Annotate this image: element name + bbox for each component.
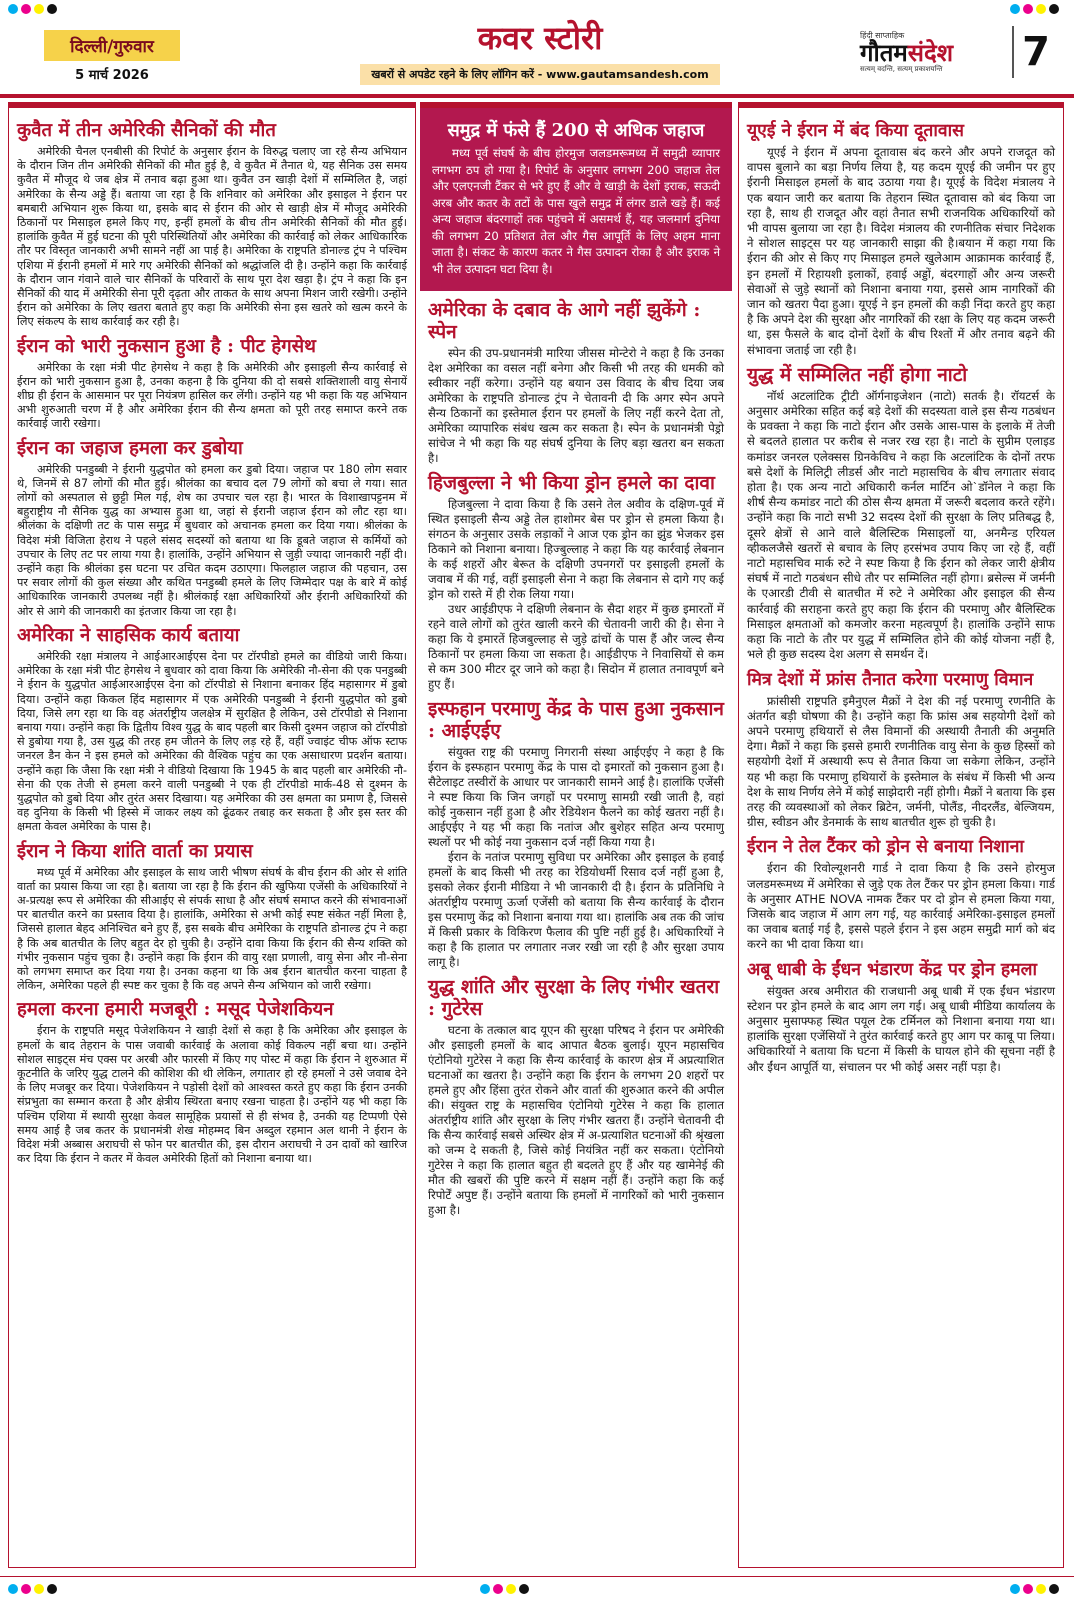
article-france-nuclear: फ्रांसीसी राष्ट्रपति इमैनुएल मैक्रों ने देश की नई परमाणु रणनीति के अंतर्गत बड़ी घोषणा की है। उन्होंने कहा कि फ्रांस अब सहयोगी देशों को अपने परमाणु हथियारों से लैस विमानों की अस्थायी तैनाती की अनुमति देगा। मैक्रों ने कहा कि इससे हमारी रणनीतिक वायु सेना के कुछ हिस्सों को सहयोगी देशों में अस्थायी रूप से तैनात किया जा सकेगा लेकिन, उन्होंने यह भी कहा कि परमाणु हथियारों के इस्तेमाल के संबंध में किसी भी अन्य देश के साथ निर्णय लेने में कोई साझेदारी नहीं होगी। मैक्रों ने बताया कि इस तरह की व्यवस्थाओं को लेकर ब्रिटेन, जर्मनी, पोलैंड, नीदरलैंड, बेल्जियम, ग्रीस, स्वीडन और डेनमार्क के साथ बातचीत शुरू हो चुकी है।	[747, 693, 1056, 830]
headline-tanker-drone: ईरान ने तेल टैंकर को ड्रोन से बनाया निशाना	[747, 837, 1024, 858]
date-block	[44, 30, 180, 83]
article-hezbollah-1: हिजबुल्ला ने दावा किया है कि उसने तेल अवीव के दक्षिण-पूर्व में स्थित इसाइली सैन्य अड्डे तेल हाशोमर बेस पर ड्रोन से हमला किया है। संगठन के अनुसार उसके लड़ाकों ने आज एक ड्रोन का झुंड भेजकर इस ठिकाने को निशाना बनाया। हिज्बुल्लाह ने कहा कि यह कार्रवाई लेबनान के कई शहरों और बेरूत के दक्षिणी उपनगरों पर इसाइली हमलों के जवाब में की गई, वहीं इसाइली सेना ने कहा कि लेबनान से दागे गए कई ड्रोन को रास्ते में ही रोक लिया गया।	[428, 497, 724, 601]
page-number: 7	[1012, 26, 1058, 78]
bottom-rule	[0, 1576, 1074, 1577]
headline-pezeshkian: हमला करना हमारी मजबूरी : मसूद पेजेशकियन	[17, 999, 334, 1021]
article-isfahan-2: ईरान के नतांज परमाणु सुविधा पर अमेरिका और इसाइल के हवाई हमलों के बाद किसी भी तरह का रेडियोधर्मी रिसाव दर्ज नहीं हुआ है, इसको लेकर ईरानी मीडिया ने भी जानकारी दी है। ईरान के प्रतिनिधि ने अंतर्राष्ट्रीय परमाणु ऊर्जा एजेंसी को बताया कि सैन्य कार्रवाई के दौरान इस परमाणु केंद्र को निशाना बनाया गया था। हालांकि अब तक की जांच में किसी प्रकार के विकिरण फैलाव की पुष्टि नहीं हुई है। अधिकारियों ने कहा है कि हालात पर लगातार नजर रखी जा रही है और सुरक्षा उपाय लागू है।	[428, 850, 724, 969]
column-right	[738, 102, 1064, 1568]
article-spain: स्पेन की उप-प्रधानमंत्री मारिया जीसस मोन्टेरो ने कहा है कि उनका देश अमेरिका का वसल नहीं बनेगा और किसी भी तरह की धमकी को स्वीकार नहीं करेगा। उन्होंने यह बयान उस विवाद के बीच दिया जब अमेरिका के राष्ट्रपति डोनाल्ड ट्रंप ने चेतावनी दी कि अगर स्पेन अपने सैन्य ठिकानों का इस्तेमाल ईरान पर हमलों के लिए नहीं करने देता तो, अमेरिका व्यापारिक संबंध खत्म कर सकता है। स्पेन के प्रधानमंत्री पेड्रो सांचेज ने भी कहा कि यह संघर्ष दुनिया के लिए बड़ा खतरा बन सकता है।	[428, 346, 724, 465]
section-title: कवर स्टोरी	[477, 19, 603, 57]
article-hegseth: अमेरिका के रक्षा मंत्री पीट हेगसेथ ने कहा है कि अमेरिकी और इसाइली सैन्य कार्रवाई से ईरान को भारी नुकसान हुआ है, उनका कहना है कि दुनिया की दो सबसे शक्तिशाली वायु सेनायें शीघ्र ही ईरान के आसमान पर पूरा नियंत्रण हासिल कर लेंगी। उन्होंने यह भी कहा कि यह अभियान अभी शुरुआती चरण में है और अमेरिका ईरान की सैन्य क्षमता को पूरी तरह समाप्त करने तक कार्रवाई जारी रखेगा।	[17, 360, 407, 431]
registration-marks-bottom-mid	[480, 1584, 532, 1594]
article-bold-action: अमेरिकी रक्षा मंत्रालय ने आईआरआईएस देना पर टॉरपीडो हमले का वीडियो जारी किया। अमेरिका के रक्षा मंत्री पीट हेगसेथ ने बुधवार को दावा किया कि अमेरिकी नौ-सेना की एक पनडुब्बी ने ईरान के युद्धपोत आईआरआईएस देना को टॉरपीडो से निशाना बनाकर हिंद महासागर में डुबो दिया। उन्होंने कहा किकल हिंद महासागर में एक अमेरिकी पनडुब्बी ने ईरानी युद्धपोत को डुबो दिया, जिसे लग रहा था कि वह अंतर्राष्ट्रीय जलक्षेत्र में सुरक्षित है लेकिन, उसे टॉरपीडो से निशाना बनाया गया। उन्होंने कहा कि द्वितीय विश्व युद्ध के बाद पहली बार किसी दुश्मन जहाज को टॉरपीडो से डुबोया गया है, उस युद्ध की तरह हम जीतने के लिए लड़ रहे हैं, वहीं ज्वाइंट चीफ ऑफ स्टाफ जनरल डैन केन ने इस हमले को अमेरिका की वैश्विक पहुंच का एक असाधारण प्रदर्शन बताया। उन्होंने कहा कि जैसा कि रक्षा मंत्री ने वीडियो दिखाया कि 1945 के बाद पहली बार अमेरिकी नौ-सेना की एक तेजी से हमला करने वाली पनडुब्बी ने एक ही टॉरपीडो मार्क-48 से दुश्मन के युद्धपोत को डुबो दिया और तुरंत असर दिखाया। यह अमेरिका की उस क्षमता का प्रमाण है, जिससे वह दुनिया के किसी भी हिस्से में जाकर लक्ष्य को ढूंढकर तबाह कर सकता है और इस स्तर की क्षमता केवल अमेरिका के पास है।	[17, 649, 407, 834]
logo-part-1: गौतम	[860, 39, 908, 67]
highlight-box-ships	[420, 108, 732, 291]
article-kuwait: अमेरिकी चैनल एनबीसी की रिपोर्ट के अनुसार ईरान के विरुद्ध चलाए जा रहे सैन्य अभियान के दौरान जिन तीन अमेरिकी सैनिकों की मौत हुई है, वे कुवैत में तैनात थे, यह सैनिक उस समय कुवैत में मौजूद थे जब क्षेत्र में तनाव बढ़ा हुआ था। कुवैत उन खाड़ी देशों में सम्मिलित है, जहां अमेरिका के सैन्य अड्डे हैं। बताया जा रहा है कि शनिवार को अमेरिका और इसाइल ने ईरान पर बमबारी अभियान शुरू किया था, इसके बाद से ईरान की ओर से खाड़ी क्षेत्र में मौजूद अमेरिकी ठिकानों पर मिसाइल हमले किए गए, इन्हीं हमलों के बीच तीन अमेरिकी सैनिकों की मौत हुई। हालांकि कुवैत में हुई घटना की पूरी परिस्थितियों और अमेरिका की कार्रवाई को लेकर आधिकारिक तौर पर विस्तृत जानकारी अभी सामने नहीं आ पाई है। अमेरिका के राष्ट्रपति डोनाल्ड ट्रंप ने पश्चिम एशिया में ईरानी हमलों में मारे गए अमेरिकी सैनिकों को श्रद्धांजलि दी है। उन्होंने कहा कि कार्रवाई के दौरान जान गंवाने वाले चार सैनिकों के परिवारों के साथ पूरा देश खड़ा है। ट्रंप ने कहा कि इन सैनिकों की याद में अमेरिकी सेना पूरी दृढ़ता और ताकत के साथ अपना मिशन जारी रखेगी। उन्होंने ईरान को अमेरिका के लिए खतरा बताते हुए कहा कि अमेरिकी सेना इस खतरे को खत्म करने के लिए संकल्प के साथ कार्रवाई कर रही है।	[17, 145, 407, 329]
article-guterres: घटना के तत्काल बाद यूएन की सुरक्षा परिषद ने ईरान पर अमेरिकी और इसाइली हमलों के बाद आपात बैठक बुलाई। यूएन महासचिव एंटोनियो गुटेरेस ने कहा कि सैन्य कार्रवाई के कारण क्षेत्र में अप्रत्याशित घटनाओं का खतरा है। उन्होंने कहा कि ईरान के लगभग 20 शहरों पर हमले हुए और हिंसा तुरंत रोकने और वार्ता की शुरुआत करने की अपील की। संयुक्त राष्ट्र के महासचिव एंटोनियो गुटेरेस ने कहा कि हालात अंतर्राष्ट्रीय शांति और सुरक्षा के लिए गंभीर खतरा हैं। उन्होंने चेतावनी दी कि सैन्य कार्रवाई सबसे अस्थिर क्षेत्र में अ-प्रत्याशित घटनाओं की श्रृंखला को जन्म दे सकती है, जिसे कोई नियंत्रित नहीं कर सकता। एंटोनियो गुटेरेस ने कहा कि हालात बहुत ही बदलते हुए हैं और यह खामेनेई की मौत की खबरों की पुष्टि करने में सक्षम नहीं हैं। उन्होंने कहा कि कई रिपोर्टें अपुष्ट हैं। उन्होंने बताया कि हमलों में नागरिकों को भारी नुकसान हुआ है।	[428, 1023, 724, 1217]
article-abu-dhabi: संयुक्त अरब अमीरात की राजधानी अबू धाबी में एक ईंधन भंडारण स्टेशन पर ड्रोन हमले के बाद आग लग गई। अबू धाबी मीडिया कार्यालय के अनुसार मुसाफ्फह स्थित पयूल टेक टर्मिनल को निशाना बनाया गया था। हालांकि सुरक्षा एजेंसियों ने तुरंत कार्रवाई करते हुए आग पर काबू पा लिया। अधिकारियों ने बताया कि घटना में किसी के घायल होने की सूचना नहीं है और ईंधन आपूर्ति या, संचालन पर भी कोई असर नहीं पड़ा है।	[747, 983, 1055, 1074]
logo-tag: हिंदी साप्ताहिक	[860, 31, 905, 40]
headline-ship-sunk: ईरान का जहाज हमला कर डुबोया	[17, 437, 243, 459]
headline-peace-talks: ईरान ने किया शांति वार्ता का प्रयास	[17, 840, 253, 862]
headline-isfahan: इस्फहान परमाणु केंद्र के पास हुआ नुकसान : आईएईए	[428, 698, 724, 742]
article-nato: नॉर्थ अटलांटिक ट्रीटी ऑर्गनाइजेशन (नाटो) सतर्क है। रॉयटर्स के अनुसार अमेरिका सहित कई बड़े देशों की सदस्यता वाले इस सैन्य गठबंधन के प्रवक्ता ने कहा कि नाटो ईरान और उसके आस-पास के इलाके में तेजी से बदलते हालात पर करीब से नजर रख रहा है। नाटो के सुप्रीम एलाइड कमांडर जनरल एलेक्सस ग्रिनकेविच ने कहा कि अटलांटिक के दोनों तरफ बसे देशों के मिलिट्री लीडर्स और नाटो महासचिव के बीच लगातार संवाद होता है। एक अन्य नाटो अधिकारी कर्नल मार्टिन ओ`डॉनेल ने कहा कि शीर्ष सैन्य कमांडर नाटो की ठोस सैन्य क्षमता में जरूरी बदलाव करते रहेंगे। उन्होंने कहा कि नाटो सभी 32 सदस्य देशों की सुरक्षा के लिए प्रतिबद्ध है, दूसरे क्षेत्रों से आने वाले बैलिस्टिक मिसाइलों या, अनमैन्ड एरियल व्हीकलजैसे खतरों से बचाव के लिए हरसंभव उपाय किए जा रहे हैं, वहीं नाटो महासचिव मार्क रुटे ने स्पष्ट किया है कि ईरान को लेकर जारी क्षेत्रीय संघर्ष में नाटो गठबंधन सीधे तौर पर सम्मिलित नहीं होगा। ब्रसेल्स में जर्मनी के एआरडी टीवी से बातचीत में रुटे ने अमेरिका और इसाइल की सैन्य कार्रवाई की सराहना करते हुए कहा कि ईरान की परमाणु और बैलिस्टिक मिसाइल क्षमताओं को कमजोर करना महत्वपूर्ण है। हालांकि उन्होंने साफ कहा कि नाटो के तौर पर युद्ध में सम्मिलित होने की कोई योजना नहीं है, भले ही कुछ सदस्य देश अलग से समर्थन दें।	[747, 388, 1055, 662]
column-left	[8, 102, 416, 1568]
headline-guterres: युद्ध शांति और सुरक्षा के लिए गंभीर खतरा : गुटेरेस	[428, 976, 720, 1020]
column-middle	[420, 102, 732, 1568]
logo-motto: सत्यम् वदन्ति, सत्यम् प्रकाशयन्ति	[860, 65, 943, 73]
headline-spain: अमेरिका के दबाव के आगे नहीं झुकेंगे : स्पेन	[428, 299, 701, 343]
headline-bold-action: अमेरिका ने साहसिक कार्य बताया	[17, 624, 240, 646]
date-city: दिल्ली/गुरुवार	[44, 30, 180, 61]
article-isfahan-1: संयुक्त राष्ट्र की परमाणु निगरानी संस्था आईएईए ने कहा है कि ईरान के इस्फहान परमाणु केंद्र के पास दो इमारतों को नुकसान हुआ है। सैटेलाइट तस्वीरों के आधार पर जानकारी सामने आई है। हालांकि एजेंसी ने स्पष्ट किया कि जिन जगहों पर परमाणु सामग्री रखी जाती है, वहां कोई नुकसान नहीं हुआ है और रेडियेशन फैलने का कोई खतरा नहीं है। आईएईए ने यह भी कहा कि नतांज और बुशेहर सहित अन्य परमाणु स्थलों पर भी कोई नया नुकसान दर्ज नहीं किया गया है।	[428, 745, 724, 849]
article-hezbollah-2: उधर आईडीएफ ने दक्षिणी लेबनान के सैदा शहर में कुछ इमारतों में रहने वाले लोगों को तुरंत खाली करने की चेतावनी जारी की है। सेना ने कहा कि ये इमारतें हिजबुल्लाह से जुड़े ढांचों के पास हैं और जल्द सैन्य ठिकानों पर हमला किया जा सकता है। आईडीएफ ने निवासियों से कम से कम 300 मीटर दूर जाने को कहा है। सिदोन में हालात तनावपूर्ण बने हुए हैं।	[428, 602, 724, 691]
headline-nato: युद्ध में सम्मिलित नहीं होगा नाटो	[747, 363, 968, 386]
issue-date: 5 मार्च 2026	[75, 68, 149, 83]
article-ships-stranded: मध्य पूर्व संघर्ष के बीच होरमुज जलडमरूमध्य में समुद्री व्यापार लगभग ठप हो गया है। रिपोर्ट के अनुसार लगभग 200 जहाज तेल और एलएनजी टैंकर से भरे हुए हैं और वे खाड़ी के देशों इराक, सऊदी अरब और कतर के तटों के पास खुले समुद्र में लंगर डाले खड़े हैं। कई अन्य जहाज बंदरगाहों तक पहुंचने में असमर्थ हैं, यह जलमार्ग दुनिया की लगभग 20 प्रतिशत तेल और गैस आपूर्ति के लिए अहम माना जाता है। संकट के कारण कतर ने गैस उत्पादन रोका है और इराक ने भी तेल उत्पादन घटा दिया है।	[432, 146, 720, 276]
headline-ships-stranded: समुद्र में फंसे हैं 200 से अधिक जहाज	[447, 120, 705, 141]
headline-france-nuclear: मित्र देशों में फ्रांस तैनात करेगा परमाणु विमान	[747, 669, 1034, 690]
registration-marks-bottom	[8, 1584, 60, 1594]
registration-marks-bottom-right	[1010, 1584, 1062, 1594]
headline-hegseth: ईरान को भारी नुकसान हुआ है : पीट हेगसेथ	[17, 335, 317, 357]
newspaper-logo	[860, 30, 1000, 74]
headline-abu-dhabi: अबू धाबी के ईंधन भंडारण केंद्र पर ड्रोन हमला	[747, 959, 1038, 980]
article-peace-talks: मध्य पूर्व में अमेरिका और इसाइल के साथ जारी भीषण संघर्ष के बीच ईरान की ओर से शांति वार्ता का प्रयास किया जा रहा है। बताया जा रहा है कि ईरान की खुफिया एजेंसी के अधिकारियों ने अ-प्रत्यक्ष रूप से अमेरिका की सीआईए से संपर्क साधा है और संघर्ष समाप्त करने की संभावनाओं पर बातचीत करने का प्रस्ताव दिया है। हालांकि, अमेरिका से अभी कोई स्पष्ट संकेत नहीं मिला है, जिससे हालात बेहद अनिश्चित बने हुए हैं, इस सबके बीच अमेरिका के राष्ट्रपति डोनाल्ड ट्रंप ने कहा है कि अब बातचीत के लिए बहुत देर हो चुकी है। उन्होंने दावा किया कि ईरान की सैन्य शक्ति को गंभीर नुकसान पहुंच चुका है। उन्होंने कहा कि ईरान की वायु रक्षा प्रणाली, वायु सेना और नौ-सेना को लगभग समाप्त कर दिया गया है। उनका कहना था कि अब ईरान बातचीत करना चाहता है लेकिन, अमेरिका पहले ही स्पष्ट कर चुका है कि वह अपने सैन्य अभियान को जारी रखेगा।	[17, 865, 407, 993]
headline-kuwait: कुवैत में तीन अमेरिकी सैनिकों की मौत	[17, 120, 276, 141]
logo-part-2: संदेश	[907, 39, 954, 67]
article-uae-embassy: यूएई ने ईरान में अपना दूतावास बंद करने और अपने राजदूत को वापस बुलाने का बड़ा निर्णय लिया है, यह कदम यूएई की जमीन पर हुए ईरानी मिसाइल हमलों के बाद उठाया गया है। यूएई के विदेश मंत्रालय ने एक बयान जारी कर बताया कि तेहरान स्थित दूतावास को बंद किया जा रहा है, साथ ही राजदूत और वहां तैनात सभी राजनयिक अधिकारियों को भी वापस बुलाया जा रहा है। विदेश मंत्रालय की रणनीतिक संचार निदेशक ने सोशल साइट्स पर यह जानकारी साझा की है।बयान में कहा गया कि ईरान की ओर से किए गए मिसाइल हमले खुलेआम आक्रामक कार्रवाई हैं, इन हमलों में रिहायशी इलाकों, हवाई अड्डों, बंदरगाहों और अन्य जरूरी सेवाओं से जुड़े स्थानों को निशाना बनाया गया, इससे आम नागरिकों की जान को खतरा पैदा हुआ। यूएई ने इन हमलों की कड़ी निंदा करते हुए कहा है कि अपने देश की सुरक्षा और नागरिकों की रक्षा के लिए यह कदम जरूरी था, इस फैसले के बाद दोनों देशों के बीच रिश्तों में और तनाव बढ़ने की संभावना जताई जा रही है।	[747, 145, 1055, 357]
article-ship-sunk: अमेरिकी पनडुब्बी ने ईरानी युद्धपोत को हमला कर डुबो दिया। जहाज पर 180 लोग सवार थे, जिनमें से 87 लोगों की मौत हुई। श्रीलंका का बचाव दल 79 लोगों को बचा ले गया। सात लोगों को अस्पताल से छुट्टी मिल गई, शेष का उपचार चल रहा है। भारत के विशाखापट्टनम में बहुराष्ट्रीय नौ सैनिक युद्ध का अभ्यास हुआ था, जहां से ईरानी जहाज ईरान को लौट रहा था। श्रीलंका के दक्षिणी तट के पास समुद्र में बुधवार को अचानक हमला कर दिया गया। श्रीलंका के विदेश मंत्री विजिता हेराथ ने पहले संसद सदस्यों को बताया था कि डूबते जहाज से कर्मियों को उपचार के लिए तट पर लाया गया है। हालांकि, उन्होंने अभियान से जुड़ी ज्यादा जानकारी नहीं दी। उन्होंने कहा कि श्रीलंका इस घटना पर उचित कदम उठाएगा। फिलहाल जहाज की पहचान, उस पर सवार लोगों की कुल संख्या और कथित पनडुब्बी हमले के लिए जिम्मेदार पक्ष के बारे में कोई आधिकारिक जानकारी उपलब्ध नहीं है। श्रीलंकाई रक्षा अधिकारियों और ईरानी अधिकारियों की ओर से आगे की जानकारी का इंतजार किया जा रहा है।	[17, 462, 407, 618]
section-banner	[360, 18, 720, 85]
login-tagline[interactable]: खबरों से अपडेट रहने के लिए लॉगिन करें - www.gautamsandesh.com	[360, 64, 720, 85]
headline-hezbollah: हिजबुल्ला ने भी किया ड्रोन हमले का दावा	[428, 472, 715, 494]
article-pezeshkian: ईरान के राष्ट्रपति मसूद पेजेशकियन ने खाड़ी देशों से कहा है कि अमेरिका और इसाइल के हमलों के बाद तेहरान के पास जवाबी कार्रवाई के अलावा कोई विकल्प नहीं बचा था। उन्होंने सोशल साइट्स मंच एक्स पर अरबी और फारसी में किए गए पोस्ट में कहा कि ईरान ने शुरुआत में कूटनीति के जरिए युद्ध टालने की कोशिश की थी लेकिन, लगातार हो रहे हमलों ने उसे जवाब देने के लिए मजबूर कर दिया। पेजेशकियन ने पड़ोसी देशों को आश्वस्त करते हुए कहा कि ईरान उनकी संप्रभुता का सम्मान करता है और क्षेत्रीय स्थिरता बनाए रखना चाहता है। उन्होंने यह भी कहा कि पश्चिम एशिया में स्थायी सुरक्षा केवल सामूहिक प्रयासों से ही संभव है, उनकी यह टिप्पणी ऐसे समय आई है जब कतर के प्रधानमंत्री शेख मोहम्मद बिन अब्दुल रहमान अल थानी ने ईरान के विदेश मंत्री अब्बास अराघची से फोन पर बातचीत की, इस दौरान अराघची ने उन दावों को खारिज कर दिया कि ईरान ने कतर में केवल अमेरिकी हितों को निशाना बनाया था।	[17, 1024, 407, 1166]
article-tanker-drone: ईरान की रिवोल्यूशनरी गार्ड ने दावा किया है कि उसने होरमुज जलडमरूमध्य में अमेरिका से जुड़े एक तेल टैंकर पर ड्रोन हमला किया। गार्ड के अनुसार ATHE NOVA नामक टैंकर पर दो ड्रोन से हमला किया गया, जिसके बाद जहाज में आग लग गई, यह कार्रवाई अमेरिका-इसाइल हमलों का जवाब बताई गई है, इससे पहले ईरान ने इस अहम समुद्री मार्ग को बंद करने का भी दावा किया था।	[747, 861, 1055, 952]
headline-uae-embassy: यूएई ने ईरान में बंद किया दूतावास	[747, 121, 964, 141]
page-header	[0, 0, 1074, 98]
